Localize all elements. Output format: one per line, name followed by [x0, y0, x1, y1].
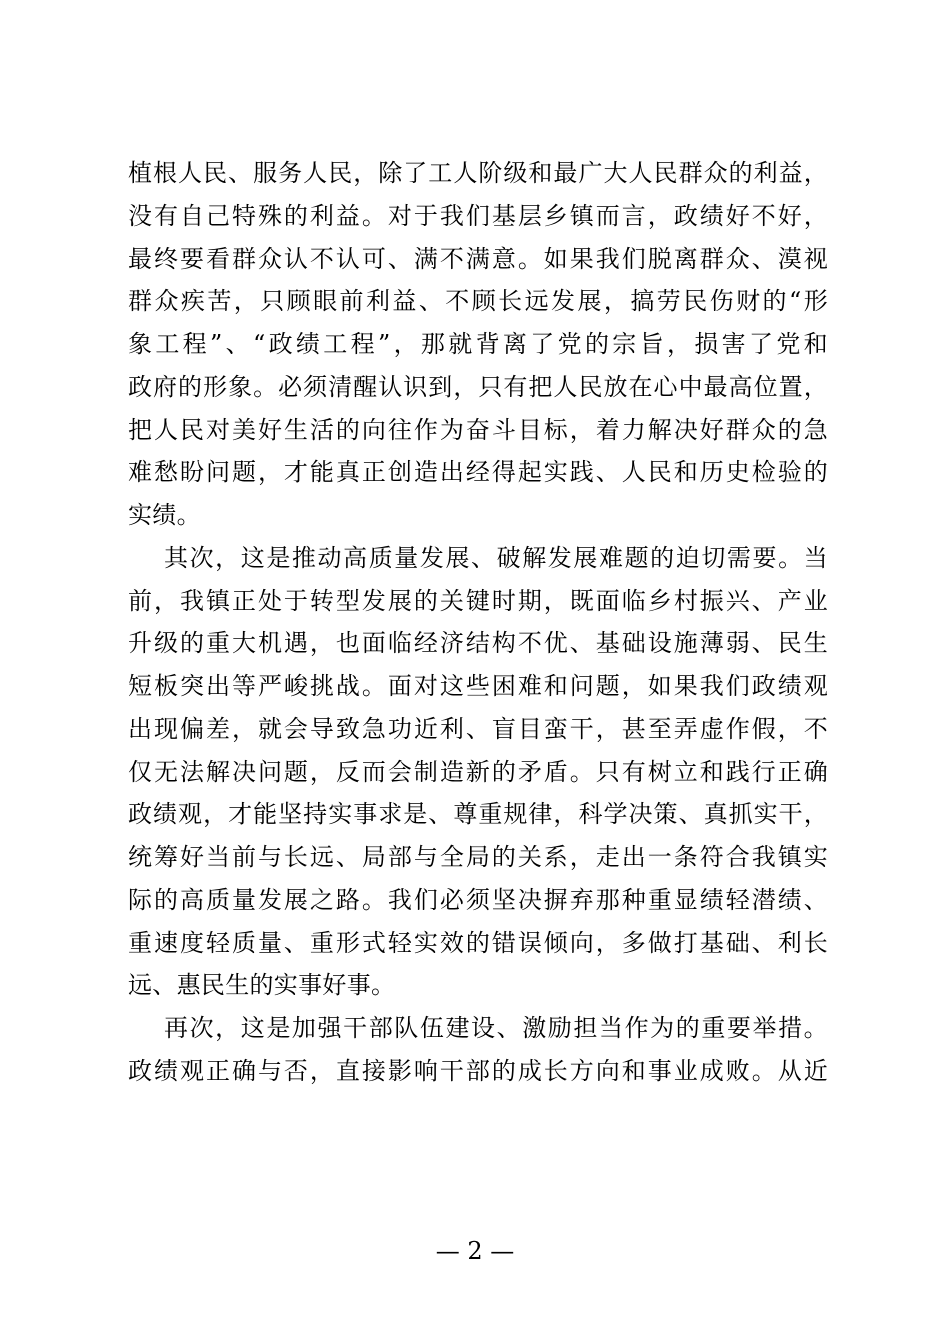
text-line: 实绩。	[128, 501, 201, 529]
text-line: 没有自己特殊的利益。对于我们基层乡镇而言，政绩好不好，	[128, 201, 828, 230]
text-line: 群众疾苦，只顾眼前利益、不顾长远发展，搞劳民伤财的“形	[128, 287, 828, 316]
text-line: 再次，这是加强干部队伍建设、激励担当作为的重要举措。	[164, 1014, 828, 1042]
text-line: 重速度轻质量、重形式轻实效的错误倾向，多做打基础、利长	[128, 928, 828, 957]
text-line: 难愁盼问题，才能真正创造出经得起实践、人民和历史检验的	[128, 458, 828, 487]
text-line: 远、惠民生的实事好事。	[128, 971, 396, 1000]
text-line: 仅无法解决问题，反而会制造新的矛盾。只有树立和践行正确	[128, 757, 828, 786]
text-line: 升级的重大机遇，也面临经济结构不优、基础设施薄弱、民生	[128, 629, 828, 658]
text-line: 其次，这是推动高质量发展、破解发展难题的迫切需要。当	[164, 543, 828, 572]
text-line: 统筹好当前与长远、局部与全局的关系，走出一条符合我镇实	[128, 843, 828, 871]
text-line: 际的高质量发展之路。我们必须坚决摒弃那种重显绩轻潜绩、	[128, 885, 828, 914]
text-line: 短板突出等严峻挑战。面对这些困难和问题，如果我们政绩观	[128, 672, 828, 700]
text-line: 政绩观正确与否，直接影响干部的成长方向和事业成败。从近	[128, 1056, 828, 1085]
document-body	[128, 152, 828, 1093]
text-line: 政府的形象。必须清醒认识到，只有把人民放在心中最高位置，	[128, 372, 828, 401]
text-line: 植根人民、服务人民，除了工人阶级和最广大人民群众的利益，	[128, 159, 828, 187]
text-line: 把人民对美好生活的向往作为奋斗目标，着力解决好群众的急	[128, 415, 828, 444]
text-line: 象工程”、“政绩工程”，那就背离了党的宗旨，损害了党和	[128, 330, 828, 358]
text-line: 前，我镇正处于转型发展的关键时期，既面临乡村振兴、产业	[128, 586, 828, 615]
text-line: 最终要看群众认不认可、满不满意。如果我们脱离群众、漠视	[128, 244, 828, 273]
paragraph-1	[128, 152, 828, 537]
paragraph-2	[128, 537, 828, 1007]
page-number: — 2 —	[435, 1237, 515, 1265]
paragraph-3	[128, 1007, 828, 1093]
text-line: 政绩观，才能坚持实事求是、尊重规律，科学决策、真抓实干，	[128, 800, 828, 829]
text-line: 出现偏差，就会导致急功近利、盲目蛮干，甚至弄虚作假，不	[128, 714, 828, 743]
